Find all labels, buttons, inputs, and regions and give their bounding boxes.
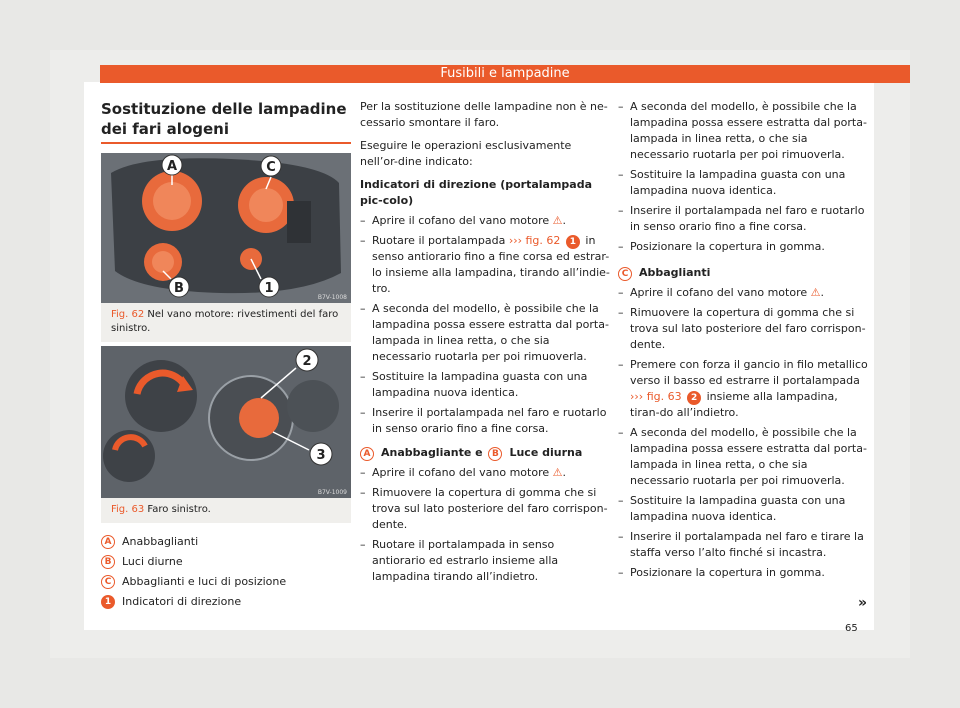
caption-text: Nel vano motore: rivestimenti del faro sinistro. <box>111 309 339 334</box>
section-title: Sostituzione delle lampadine dei fari alogeni <box>101 100 347 138</box>
legend-item <box>101 552 351 572</box>
intro-paragraph: Per la sostituzione delle lampadine non è ne-cessario smontare il faro. <box>360 100 608 129</box>
legend-key: B <box>488 447 502 461</box>
legend-key: C <box>618 267 632 281</box>
chapter-header: Fusibili e lampadine <box>100 65 910 83</box>
legend-item <box>101 532 351 552</box>
legend-item <box>101 572 351 592</box>
step-item: – Posizionare la copertura in gomma. <box>618 239 868 255</box>
step-item: – A seconda del modello, è possibile che la lampadina possa essere estratta dal porta-lampada in linea retta, o che sia necessario ruotarla per poi rimuoverla. <box>618 425 868 489</box>
step-item: – Rimuovere la copertura di gomma che si trova sul lato posteriore del faro corrispon-dente. <box>618 305 868 353</box>
step-item: – Aprire il cofano del vano motore ⚠. <box>618 285 868 301</box>
legend-text: Indicatori di direzione <box>122 595 242 608</box>
text-column-2 <box>360 99 610 589</box>
svg-text:C: C <box>266 160 276 175</box>
figure-number: Fig. 63 <box>111 504 145 515</box>
legend-key: A <box>360 447 374 461</box>
subheading-high-beam: C Abbaglianti <box>618 265 868 281</box>
step-item: – Premere con forza il gancio in filo metallico verso il basso ed estrarre il portalampada ››› fig. 63 2 insieme alla lampadina, tiran-do all’indietro. <box>618 357 868 421</box>
step-item: – Rimuovere la copertura di gomma che si trova sul lato posteriore del faro corrispon-dente. <box>360 485 610 533</box>
caption-text: Faro sinistro. <box>147 504 211 515</box>
step-item: – Aprire il cofano del vano motore ⚠. <box>360 213 610 229</box>
continue-marker: » <box>858 595 868 611</box>
step-item: – Inserire il portalampada nel faro e ruotarlo in senso orario fino a fine corsa. <box>618 203 868 235</box>
step-item: – Sostituire la lampadina guasta con una lampadina nuova identica. <box>618 167 868 199</box>
svg-text:1: 1 <box>264 281 274 296</box>
figure-number: Fig. 62 <box>111 309 145 320</box>
svg-text:A: A <box>166 159 178 174</box>
step-item: – Posizionare la copertura in gomma. <box>618 565 868 581</box>
step-item: – Inserire il portalampada nel faro e ruotarlo in senso orario fino a fine corsa. <box>360 405 610 437</box>
figure-63-caption <box>101 498 351 523</box>
callout-badge: 1 <box>566 235 580 249</box>
step-item: – Sostituire la lampadina guasta con una lampadina nuova identica. <box>360 369 610 401</box>
headlamp-rear-image <box>101 153 351 303</box>
step-item: – A seconda del modello, è possibile che la lampadina possa essere estratta dal porta-lampada in linea retta, o che sia necessario ruotarla per poi rimuoverla. <box>618 99 868 163</box>
step-item: – Aprire il cofano del vano motore ⚠. <box>360 465 610 481</box>
warning-triangle-icon: ⚠ <box>810 286 821 299</box>
legend-key: C <box>101 575 115 589</box>
step-item: – Ruotare il portalampada in senso antiorario ed estrarlo insieme alla lampadina tirando all’indietro. <box>360 537 610 585</box>
legend-text: Luci diurne <box>122 555 183 568</box>
figure-reference-link[interactable]: ››› fig. 63 <box>630 390 682 403</box>
callout-badge: 2 <box>687 391 701 405</box>
intro-paragraph: Eseguire le operazioni esclusivamente nell’or-dine indicato: <box>360 139 572 168</box>
subheading-indicators: Indicatori di direzione (portalampada pic-colo) <box>360 178 593 207</box>
legend-text: Anabbaglianti <box>122 535 199 548</box>
svg-text:3: 3 <box>316 448 326 463</box>
figure-62-caption <box>101 303 351 342</box>
figure-code: B7V-1009 <box>317 489 347 496</box>
headlamp-detail-image <box>101 346 351 498</box>
legend-key: 1 <box>101 595 115 609</box>
figure-62 <box>101 153 351 342</box>
svg-text:B: B <box>174 281 184 296</box>
subheading-low-beam: A Anabbagliante e B Luce diurna <box>360 445 610 461</box>
title-rule <box>101 142 351 144</box>
text-column-3 <box>618 99 868 585</box>
legend-key: A <box>101 535 115 549</box>
step-item: – Inserire il portalampada nel faro e tirare la staffa verso l’alto finché si incastra. <box>618 529 868 561</box>
figure-legend <box>101 532 351 612</box>
step-item: – A seconda del modello, è possibile che la lampadina possa essere estratta dal porta-lampada in linea retta, o che sia necessario ruotarla per poi rimuoverla. <box>360 301 610 365</box>
legend-item <box>101 592 351 612</box>
step-item: – Ruotare il portalampada ››› fig. 62 1 in senso antiorario fino a fine corsa ed estrar-lo insieme alla lampadina, tirando all’indie-tro. <box>360 233 610 297</box>
figure-63 <box>101 346 351 523</box>
warning-triangle-icon: ⚠ <box>552 466 563 479</box>
figure-code: B7V-1008 <box>317 294 347 301</box>
figure-reference-link[interactable]: ››› fig. 62 <box>508 234 561 247</box>
legend-text: Abbaglianti e luci di posizione <box>122 575 287 588</box>
legend-key: B <box>101 555 115 569</box>
warning-triangle-icon: ⚠ <box>552 214 563 227</box>
svg-text:2: 2 <box>302 354 312 369</box>
step-item: – Sostituire la lampadina guasta con una lampadina nuova identica. <box>618 493 868 525</box>
page-number: 65 <box>845 623 858 634</box>
